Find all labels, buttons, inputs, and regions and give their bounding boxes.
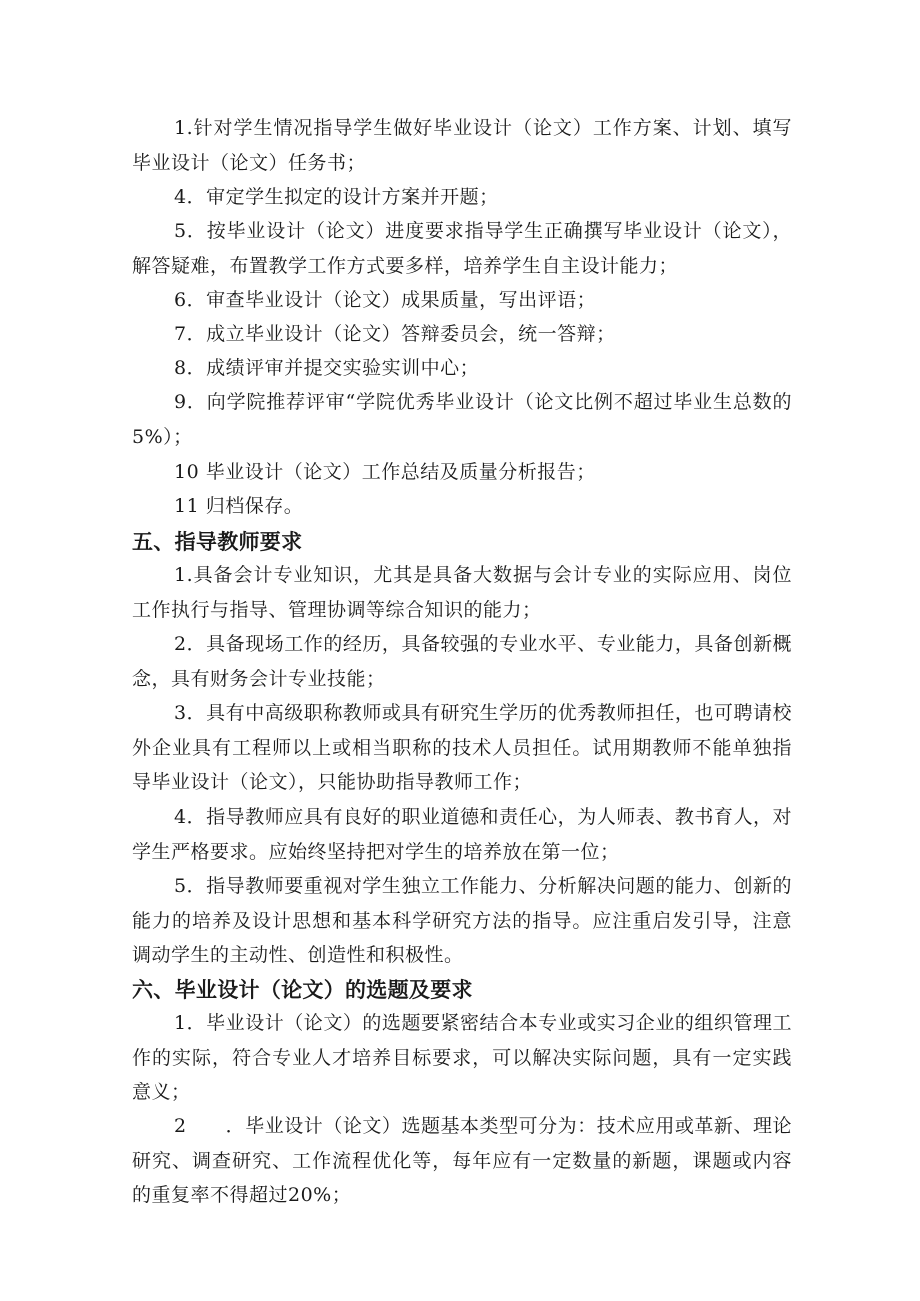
list-item-11: 11 归档保存。: [174, 495, 304, 517]
list-item-7: 7．成立毕业设计（论文）答辩委员会，统一答辩；: [174, 323, 616, 345]
list-item-9: 9．向学院推荐评审“学院优秀毕业设计（论文比例不超过毕业生总数的5%）；: [132, 391, 792, 448]
list-item-10: 10 毕业设计（论文）工作总结及质量分析报告；: [174, 461, 596, 483]
teacher-req-2: 2．具备现场工作的经历，具备较强的专业水平、专业能力，具备创新概念，具有财务会计专业技能；: [132, 633, 792, 690]
section-heading-5: 五、指导教师要求: [132, 530, 303, 554]
list-item-6: 6．审查毕业设计（论文）成果质量，写出评语；: [174, 289, 597, 311]
list-item-5: 5．按毕业设计（论文）进度要求指导学生正确撰写毕业设计（论文），解答疑难，布置教学工作方式要多样，培养学生自主设计能力；: [132, 220, 792, 277]
teacher-req-1: 1.具备会计专业知识，尤其是具备大数据与会计专业的实际应用、岗位工作执行与指导、管理协调等综合知识的能力；: [132, 564, 792, 621]
section-heading-6: 六、毕业设计（论文）的选题及要求: [132, 978, 473, 1002]
teacher-req-5: 5．指导教师要重视对学生独立工作能力、分析解决问题的能力、创新的能力的培养及设计思想和基本科学研究方法的指导。应注重启发引导，注意调动学生的主动性、创造性和积极性。: [132, 875, 792, 966]
topic-req-2: 2 ．毕业设计（论文）选题基本类型可分为：技术应用或革新、理论研究、调查研究、工作流程优化等，每年应有一定数量的新题，课题或内容的重复率不得超过20%；: [132, 1115, 792, 1206]
teacher-req-3: 3．具有中高级职称教师或具有研究生学历的优秀教师担任，也可聘请校外企业具有工程师以上或相当职称的技术人员担任。试用期教师不能单独指导毕业设计（论文），只能协助指导教师工作；: [132, 702, 792, 793]
list-item-8: 8．成绩评审并提交实验实训中心；: [174, 357, 480, 379]
list-item-4: 4．审定学生拟定的设计方案并开题；: [174, 186, 499, 208]
teacher-req-4: 4．指导教师应具有良好的职业道德和责任心，为人师表、教书育人，对学生严格要求。应始终坚持把对学生的培养放在第一位；: [132, 806, 792, 863]
topic-req-1: 1．毕业设计（论文）的选题要紧密结合本专业或实习企业的组织管理工作的实际，符合专业人才培养目标要求，可以解决实际问题，具有一定实践意义；: [132, 1012, 792, 1103]
list-item-1: 1.针对学生情况指导学生做好毕业设计（论文）工作方案、计划、填写毕业设计（论文）任务书；: [132, 117, 792, 174]
